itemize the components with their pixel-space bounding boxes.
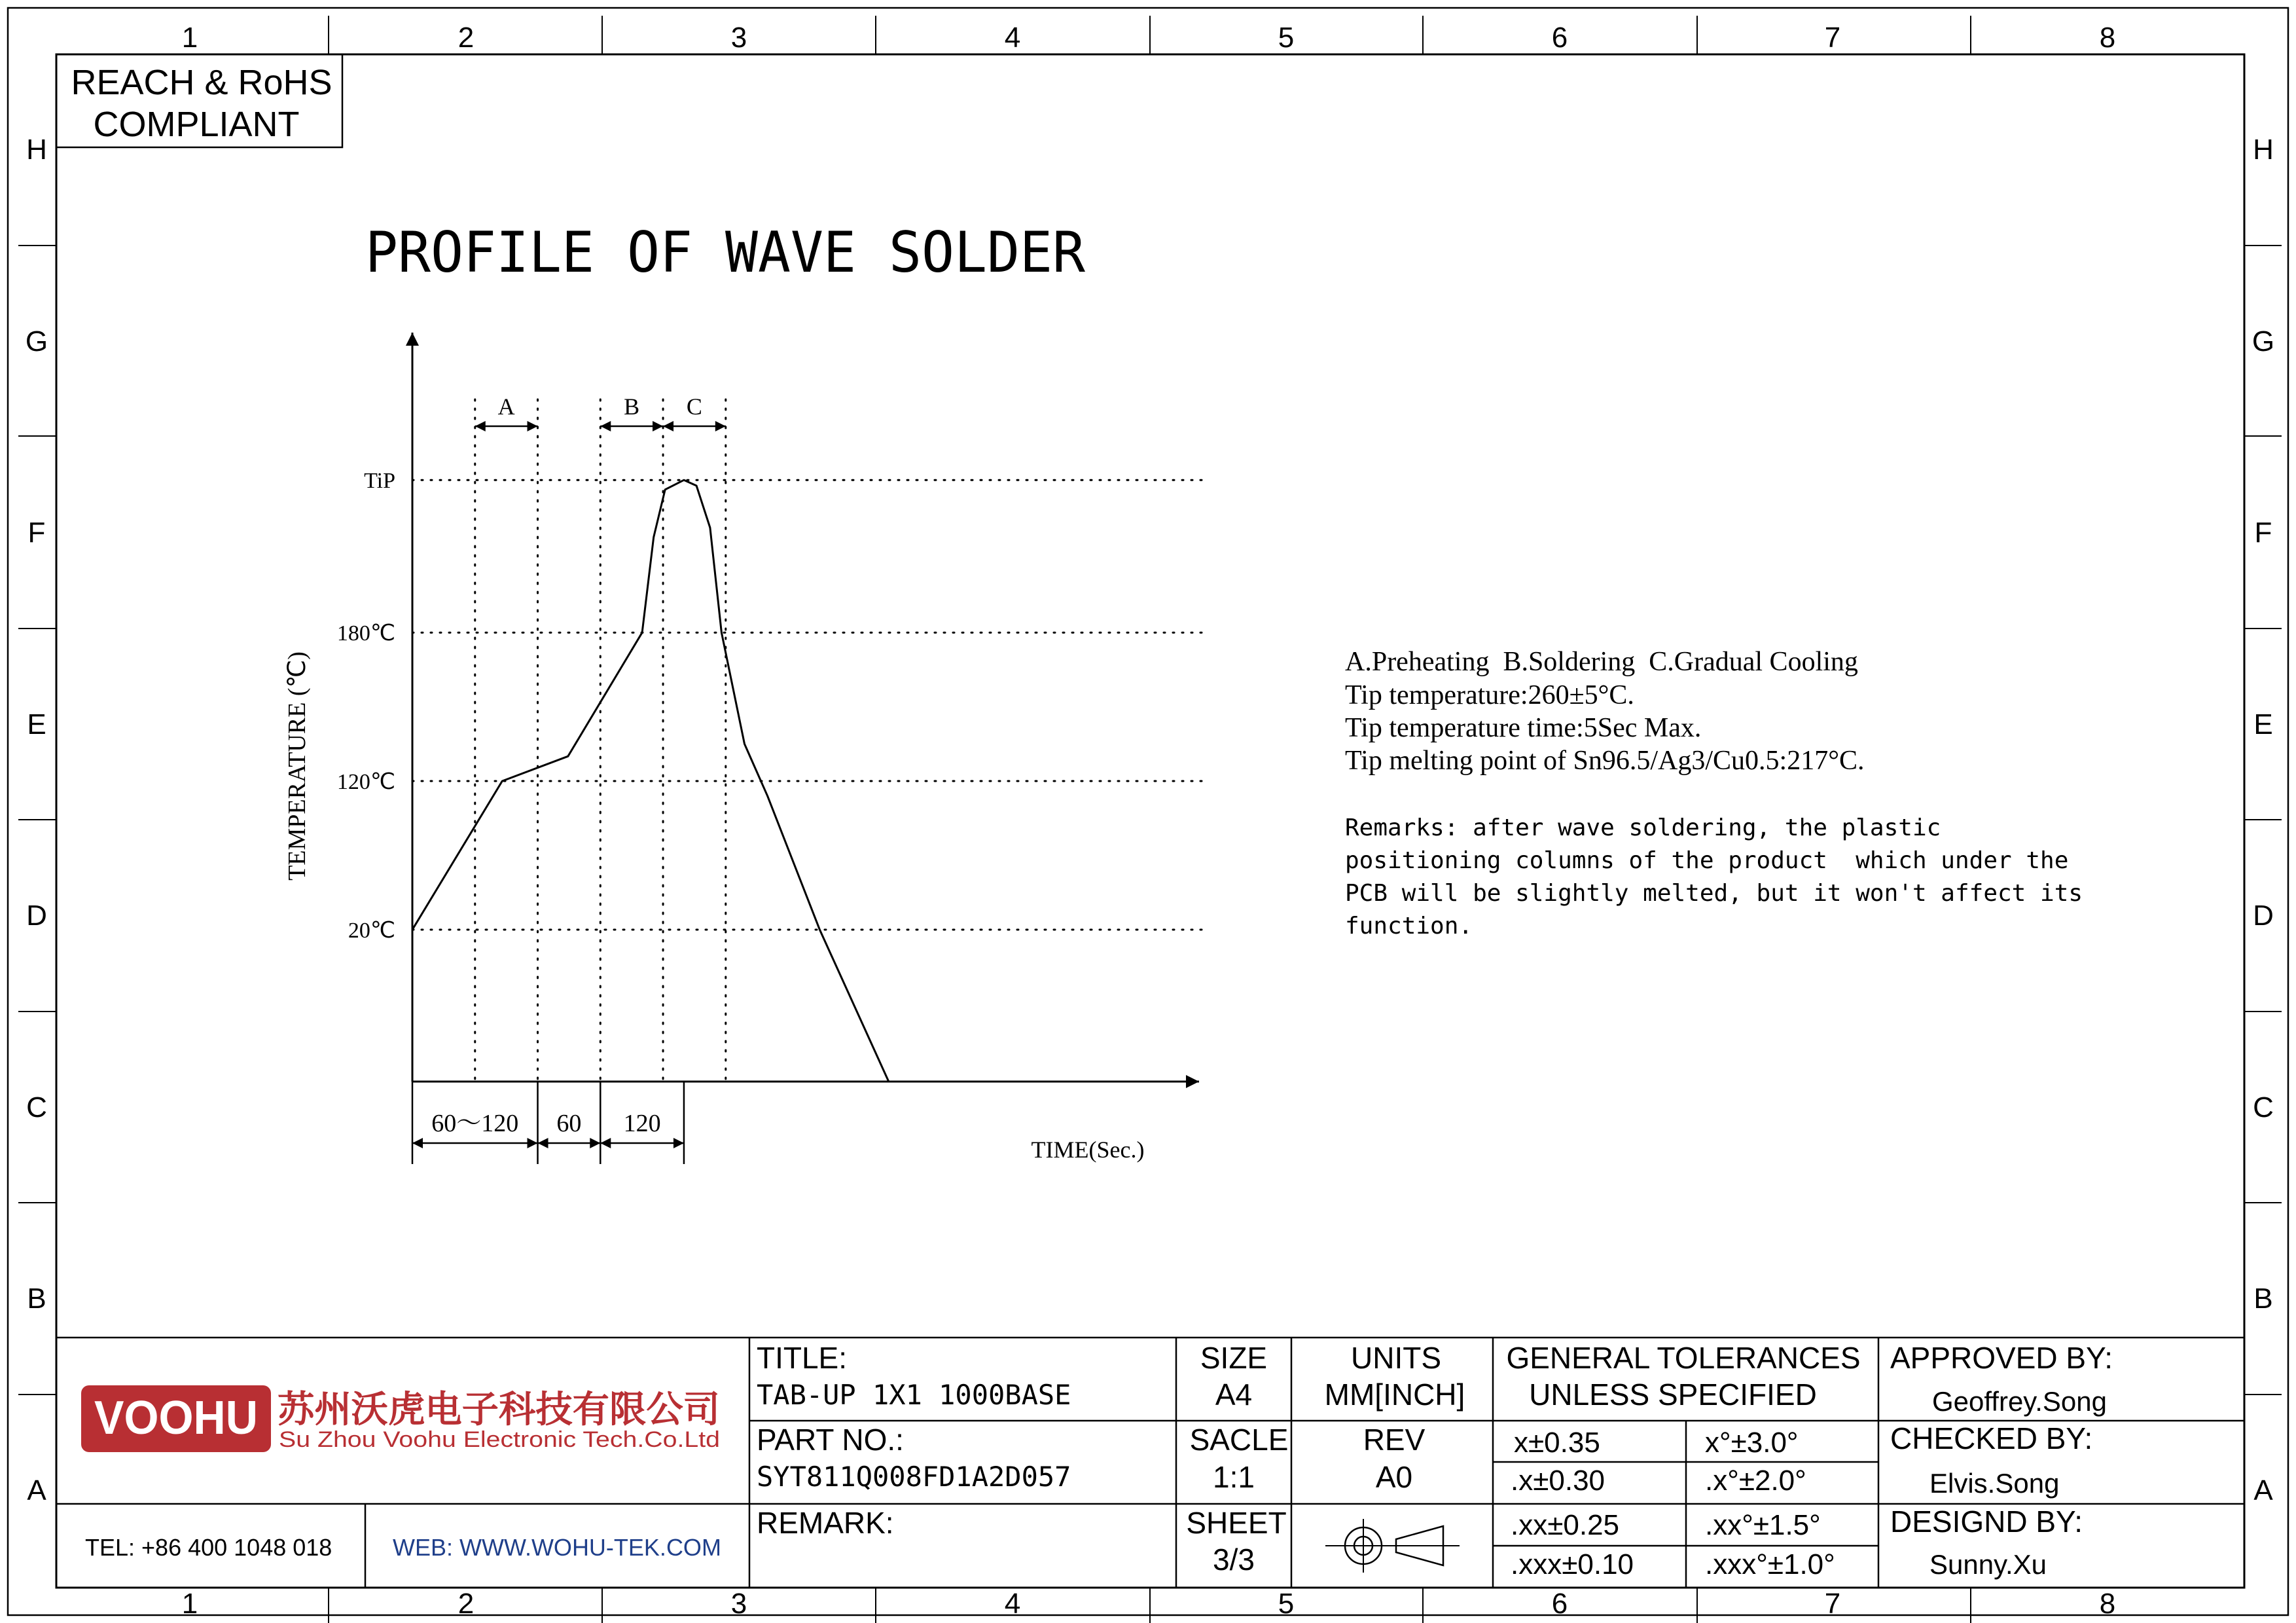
company-tel: TEL: +86 400 1048 018: [85, 1534, 332, 1561]
compliance-line-1: REACH & RoHS: [71, 63, 332, 102]
row-label-right-g: G: [2251, 325, 2275, 357]
part-no-label: PART NO.:: [757, 1423, 904, 1457]
row-label-right-a: A: [2253, 1474, 2273, 1506]
time-dimension-label-1: 60: [556, 1110, 582, 1137]
col-label-bottom-7: 7: [1824, 1588, 1841, 1620]
x-axis-title: TIME(Sec.): [1031, 1137, 1145, 1163]
tolerances-title-1: GENERAL TOLERANCES: [1506, 1341, 1861, 1375]
remark-line-3: PCB will be slightly melted, but it won't affect its: [1345, 880, 2083, 907]
row-label-left-b: B: [27, 1283, 46, 1315]
tolerances-title-2: UNLESS SPECIFIED: [1529, 1377, 1817, 1412]
company-name-chinese: 苏州沃虎电子科技有限公司: [278, 1389, 720, 1430]
projection-symbol-icon: [1325, 1519, 1460, 1573]
row-label-right-b: B: [2253, 1283, 2273, 1315]
col-label-top-4: 4: [1004, 22, 1021, 54]
company-name-english: Su Zhou Voohu Electronic Tech.Co.Ltd: [279, 1427, 720, 1452]
company-logo: [81, 1385, 271, 1452]
tolerance-linear-2: .xx±0.25: [1511, 1509, 1620, 1541]
zone-label-c: C: [686, 393, 702, 420]
note-line-2: Tip temperature:260±5°C.: [1345, 680, 1634, 710]
designed-by-value: Sunny.Xu: [1929, 1549, 2047, 1580]
zone-label-a: A: [497, 393, 515, 420]
row-label-left-c: C: [26, 1091, 47, 1123]
chart-grid: [412, 399, 1203, 1082]
tolerance-linear-1: .x±0.30: [1511, 1465, 1605, 1497]
designed-by-label: DESIGND BY:: [1890, 1504, 2083, 1539]
row-label-right-c: C: [2253, 1091, 2274, 1123]
logo-text: VOOHU: [94, 1392, 258, 1444]
units-label: UNITS: [1351, 1341, 1441, 1375]
title-value: TAB-UP 1X1 1000BASE: [757, 1379, 1071, 1411]
col-label-bottom-8: 8: [2099, 1588, 2116, 1620]
y-tick-label-2: 120℃: [336, 770, 395, 794]
title-label: TITLE:: [757, 1341, 848, 1375]
size-label: SIZE: [1200, 1341, 1268, 1375]
remarks: [1345, 814, 2083, 939]
y-axis-title: TEMPERATURE (℃): [283, 651, 311, 881]
compliance-box: [56, 54, 342, 147]
wave-solder-chart: [283, 333, 1203, 1164]
process-notes: [1345, 647, 1865, 776]
col-label-bottom-1: 1: [181, 1588, 198, 1620]
remark-line-1: Remarks: after wave soldering, the plastic: [1345, 814, 1941, 841]
col-label-top-6: 6: [1551, 22, 1568, 54]
tolerance-angular-3: .xxx°±1.0°: [1705, 1548, 1835, 1580]
row-label-left-h: H: [26, 134, 47, 166]
scale-value: 1:1: [1213, 1460, 1255, 1494]
col-label-top-3: 3: [730, 22, 747, 54]
units-value: MM[INCH]: [1324, 1377, 1465, 1412]
note-line-1: A.Preheating B.Soldering C.Gradual Cooling: [1345, 647, 1858, 677]
row-label-left-f: F: [27, 517, 46, 549]
row-label-right-h: H: [2253, 134, 2274, 166]
sheet-label: SHEET: [1186, 1506, 1287, 1540]
checked-by-label: CHECKED BY:: [1890, 1421, 2093, 1455]
row-label-right-f: F: [2254, 517, 2272, 549]
approved-by-label: APPROVED BY:: [1890, 1341, 2113, 1375]
scale-label: SACLE: [1189, 1423, 1289, 1457]
approved-by-value: Geoffrey.Song: [1932, 1386, 2107, 1417]
tolerance-angular-0: x°±3.0°: [1705, 1427, 1799, 1459]
time-dimensions: [412, 1082, 684, 1164]
row-label-left-d: D: [26, 900, 47, 932]
remark-label: REMARK:: [757, 1506, 894, 1540]
note-line-3: Tip temperature time:5Sec Max.: [1345, 713, 1702, 743]
row-label-right-e: E: [2253, 708, 2273, 740]
time-dimension-label-0: 60～120: [431, 1110, 519, 1137]
col-label-bottom-3: 3: [730, 1588, 747, 1620]
col-label-top-8: 8: [2099, 22, 2116, 54]
y-tick-labels: [337, 469, 395, 943]
row-label-left-e: E: [27, 708, 46, 740]
y-tick-label-3: 20℃: [348, 919, 395, 943]
col-label-top-7: 7: [1824, 22, 1841, 54]
col-label-top-2: 2: [457, 22, 475, 54]
time-dimension-label-2: 120: [623, 1110, 661, 1137]
row-label-left-a: A: [27, 1474, 46, 1506]
col-label-bottom-2: 2: [457, 1588, 475, 1620]
rev-label: REV: [1363, 1423, 1426, 1457]
col-label-bottom-4: 4: [1004, 1588, 1021, 1620]
size-value: A4: [1215, 1377, 1253, 1412]
frame: [8, 8, 2288, 1623]
checked-by-value: Elvis.Song: [1929, 1468, 2060, 1499]
remark-line-4: function.: [1345, 913, 1473, 939]
y-tick-label-1: 180℃: [336, 621, 395, 646]
col-label-bottom-6: 6: [1551, 1588, 1568, 1620]
rev-value: A0: [1375, 1460, 1413, 1494]
compliance-line-2: COMPLIANT: [93, 105, 300, 144]
col-label-top-5: 5: [1278, 22, 1295, 54]
col-label-top-1: 1: [181, 22, 198, 54]
title-block: [56, 1338, 2244, 1588]
tolerance-angular-1: .x°±2.0°: [1705, 1465, 1806, 1497]
remark-line-2: positioning columns of the product which under the: [1345, 847, 2069, 874]
part-no-value: SYT811Q008FD1A2D057: [757, 1461, 1071, 1493]
y-tick-label-0: TiP: [364, 469, 395, 494]
zone-label-b: B: [624, 393, 640, 420]
col-label-bottom-5: 5: [1278, 1588, 1295, 1620]
tolerance-angular-2: .xx°±1.5°: [1705, 1509, 1821, 1541]
drawing-heading: PROFILE OF WAVE SOLDER: [365, 220, 1086, 285]
tolerance-linear-0: x±0.35: [1514, 1427, 1600, 1459]
company-web[interactable]: WEB: WWW.WOHU-TEK.COM: [393, 1534, 721, 1561]
row-label-right-d: D: [2253, 900, 2274, 932]
note-line-4: Tip melting point of Sn96.5/Ag3/Cu0.5:217°C.: [1345, 746, 1865, 776]
tolerance-linear-3: .xxx±0.10: [1511, 1548, 1634, 1580]
row-label-left-g: G: [25, 325, 48, 357]
sheet-value: 3/3: [1213, 1542, 1255, 1577]
